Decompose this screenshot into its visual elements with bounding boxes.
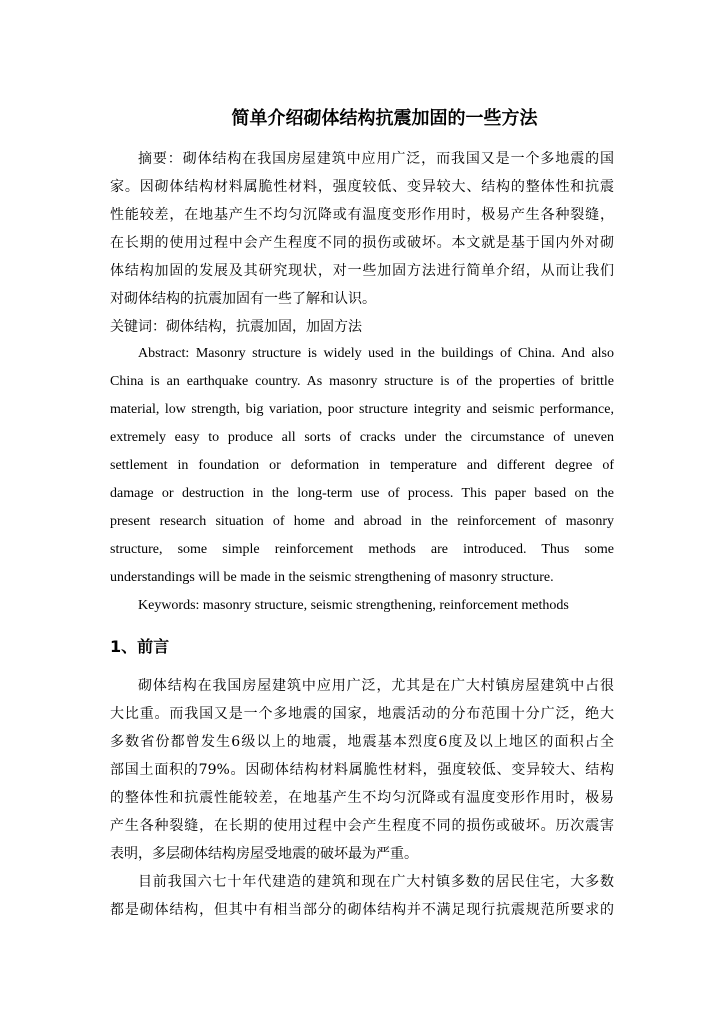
text-line: settlement in foundation or deformation in temperature and different degree of bbox=[110, 458, 614, 473]
text-line: 表明，多层砌体结构房屋受地震的破坏最为严重。 bbox=[110, 846, 418, 862]
section-heading: 1、前言 bbox=[110, 637, 170, 656]
text-line: damage or destruction in the long-term use of process. This paper based on the bbox=[110, 486, 614, 501]
text-line: 性能较差，在地基产生不均匀沉降或有温度变形作用时，极易产生各种裂缝， bbox=[110, 207, 614, 223]
text-line: extremely easy to produce all sorts of cracks under the circumstance of uneven bbox=[110, 430, 614, 445]
text-line: 的整体性和抗震性能较差，在地基产生不均匀沉降或有温度变形作用时，极易 bbox=[110, 790, 614, 806]
text-line: present research situation of home and abroad in the reinforcement of masonry bbox=[110, 514, 614, 529]
keywords-en: Keywords: masonry structure, seismic strengthening, reinforcement methods bbox=[138, 598, 569, 613]
text-line: material, low strength, big variation, poor structure integrity and seismic performance, bbox=[110, 402, 614, 417]
text-line: 目前我国六七十年代建造的建筑和现在广大村镇多数的居民住宅，大多数 bbox=[138, 874, 614, 890]
text-line: understandings will be made in the seismic strengthening of masonry structure. bbox=[110, 570, 554, 585]
text-line: structure, some simple reinforcement methods are introduced. Thus some bbox=[110, 542, 614, 557]
text-line: 在长期的使用过程中会产生程度不同的损伤或破坏。本文就是基于国内外对砌 bbox=[110, 235, 614, 251]
text-line: 大比重。而我国又是一个多地震的国家，地震活动的分布范围十分广泛，绝大 bbox=[110, 706, 614, 722]
text-line: China is an earthquake country. As masonry structure is of the properties of brittle bbox=[110, 374, 614, 389]
keywords-cn: 关键词：砌体结构，抗震加固，加固方法 bbox=[110, 319, 362, 335]
text-line: 产生各种裂缝，在长期的使用过程中会产生程度不同的损伤或破坏。历次震害 bbox=[110, 818, 614, 834]
document-title: 简单介绍砌体结构抗震加固的一些方法 bbox=[231, 108, 538, 129]
abstract-cn bbox=[110, 145, 614, 341]
text-line: Abstract: Masonry structure is widely used in the buildings of China. And also bbox=[138, 346, 614, 361]
text-line: 摘要：砌体结构在我国房屋建筑中应用广泛，而我国又是一个多地震的国 bbox=[138, 151, 614, 167]
text-line: 家。因砌体结构材料属脆性材料，强度较低、变异较大、结构的整体性和抗震 bbox=[110, 179, 614, 195]
text-line: 砌体结构在我国房屋建筑中应用广泛，尤其是在广大村镇房屋建筑中占很 bbox=[138, 678, 614, 694]
abstract-en bbox=[110, 340, 614, 620]
section1-paragraph bbox=[110, 672, 614, 924]
text-line: 对砌体结构的抗震加固有一些了解和认识。 bbox=[110, 291, 376, 307]
text-line: 部国土面积的79%。因砌体结构材料属脆性材料，强度较低、变异较大、结构 bbox=[110, 762, 614, 778]
text-line: 都是砌体结构，但其中有相当部分的砌体结构并不满足现行抗震规范所要求的 bbox=[110, 902, 614, 918]
text-line: 多数省份都曾发生6级以上的地震，地震基本烈度6度及以上地区的面积占全 bbox=[110, 734, 614, 750]
text-line: 体结构加固的发展及其研究现状，对一些加固方法进行简单介绍，从而让我们 bbox=[110, 263, 614, 279]
